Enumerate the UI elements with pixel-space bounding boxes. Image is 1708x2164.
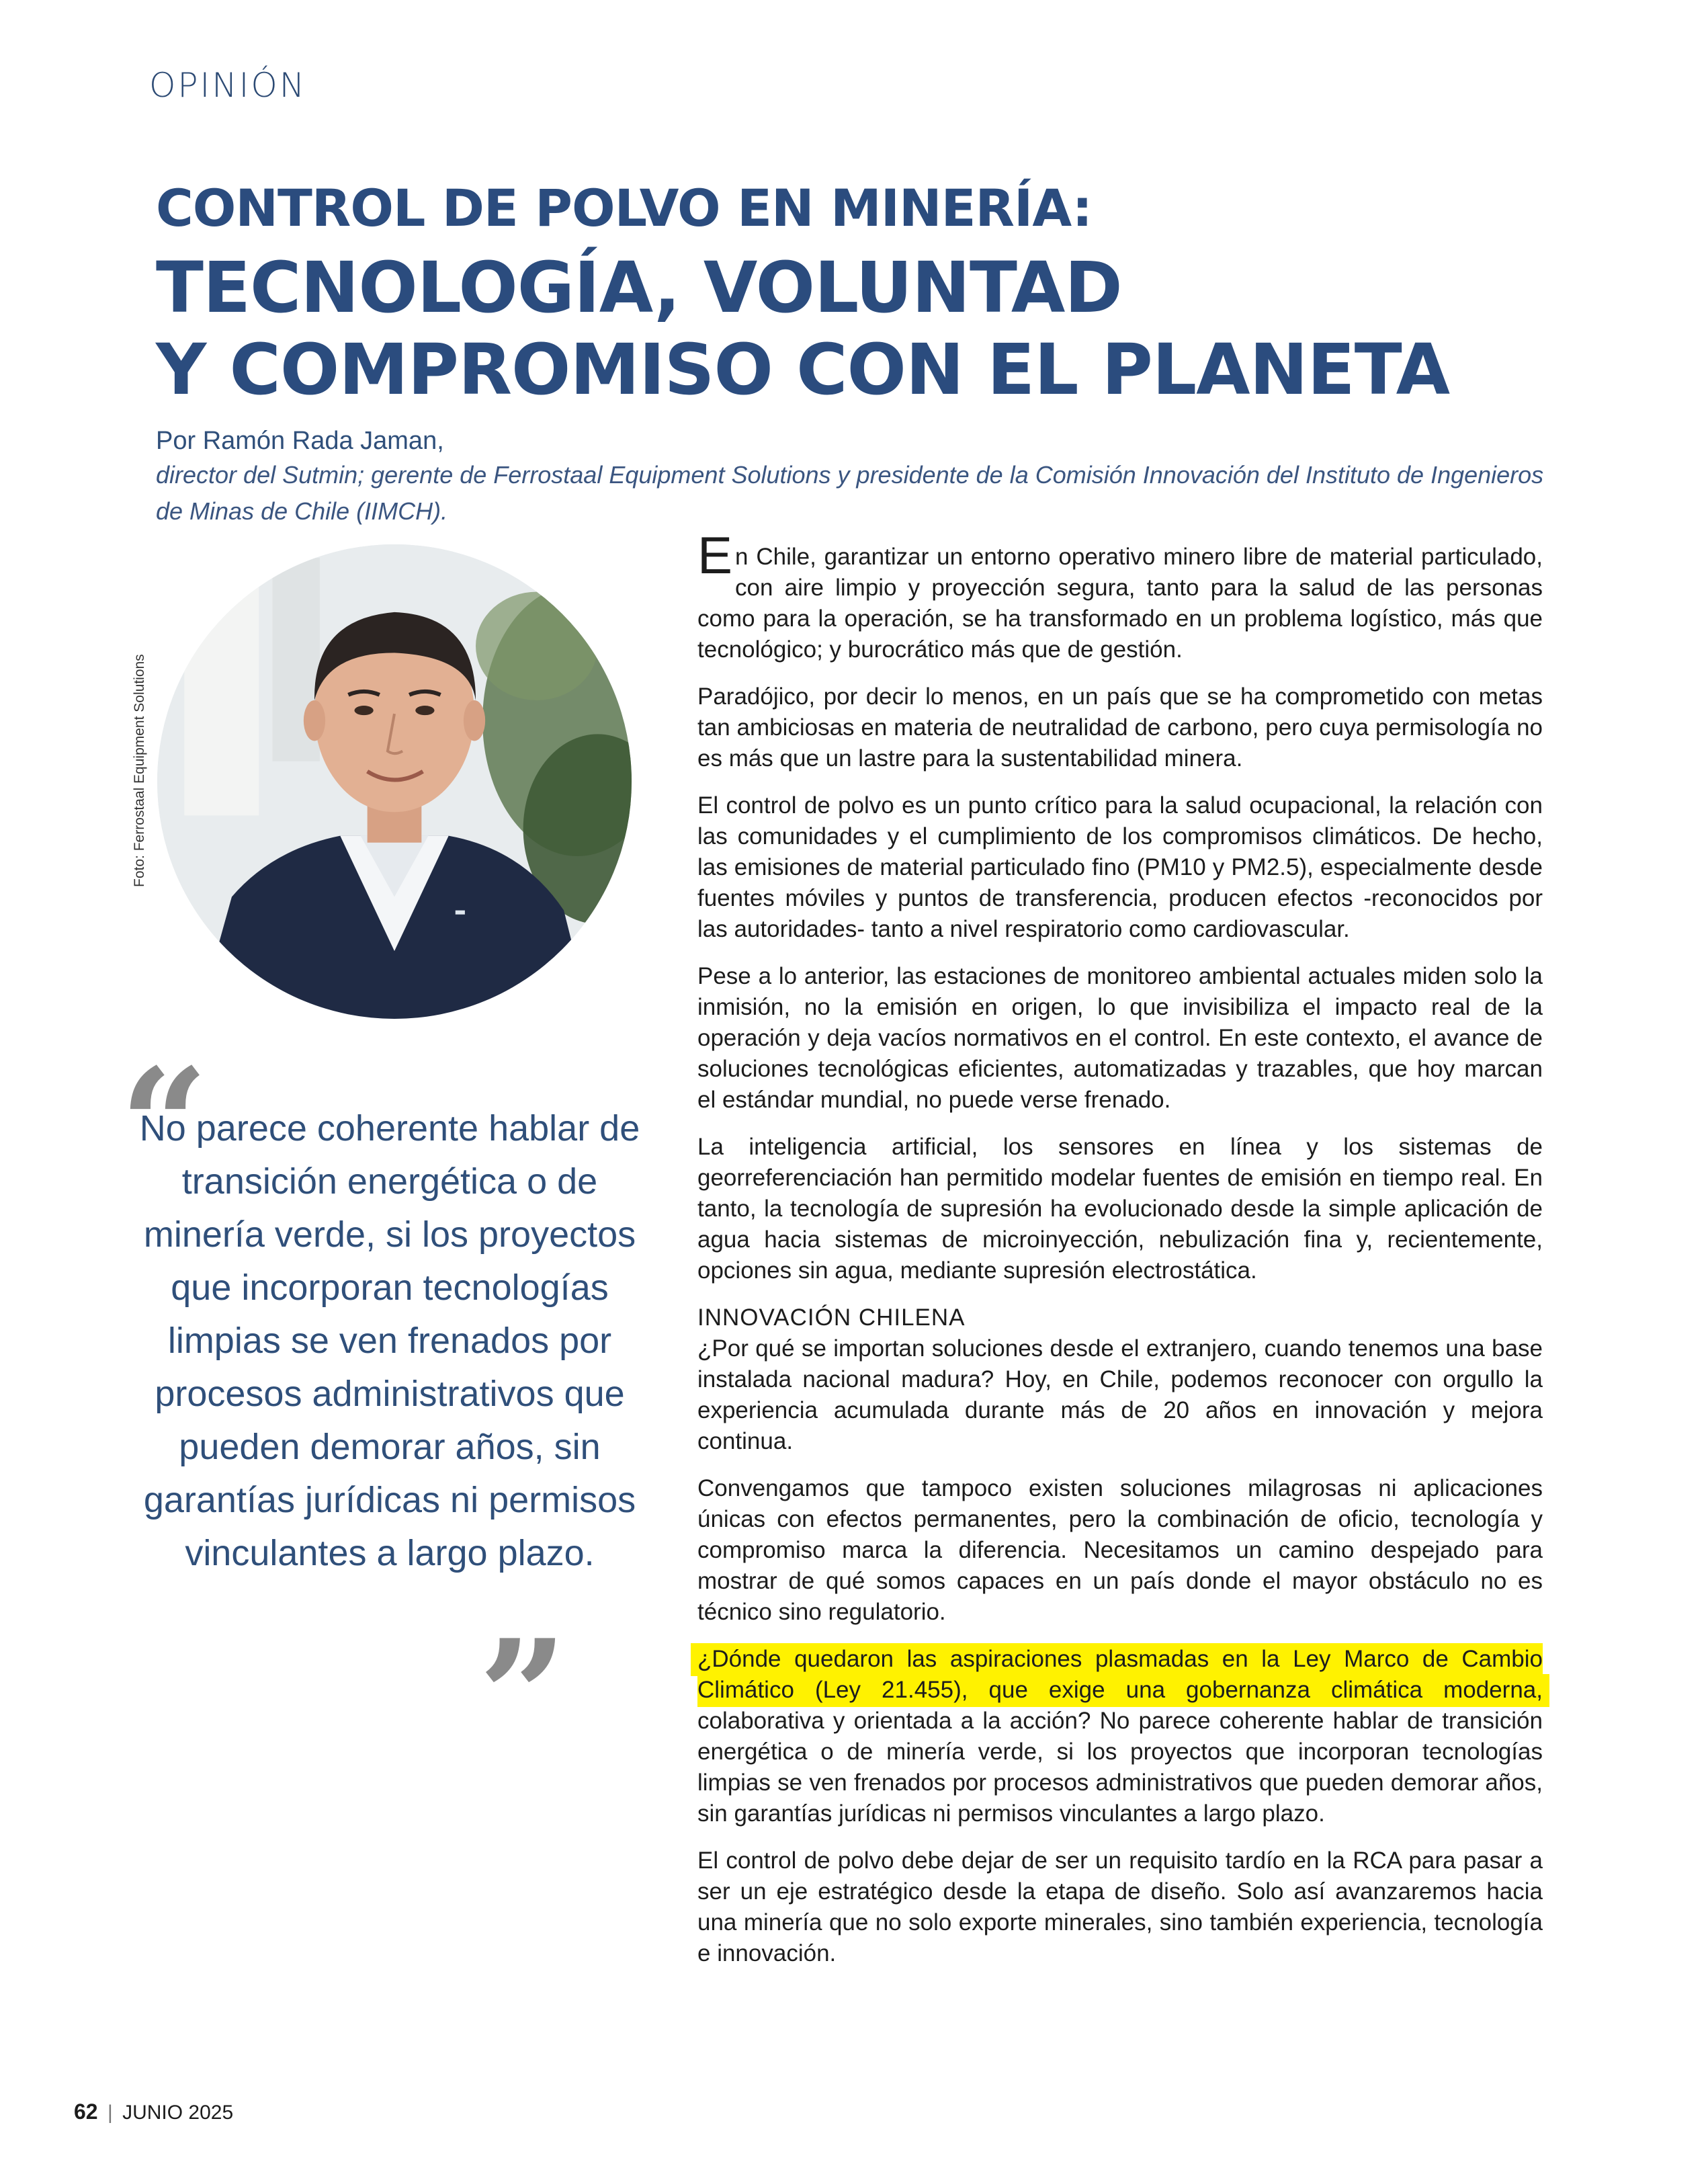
paragraph-2: Paradójico, por decir lo menos, en un país que se ha comprometido con metas tan ambiciosas en materia de neutralidad de carbono, pero cuya permisología no es más que un lastre para la sustentabilidad minera. (697, 683, 1543, 772)
paragraph-1-text: n Chile, garantizar un entorno operativo minero libre de material particulado, con aire limpio y proyección segura, tanto para la salud de las personas como para la operación, se ha transformado en un problema logístico, más que tecnológico; y burocrático más que de gestión. (697, 544, 1543, 663)
title-line-3: Y COMPROMISO CON EL PLANETA (156, 329, 1450, 411)
footer-separator: | (107, 2101, 113, 2124)
issue-date: JUNIO 2025 (122, 2101, 234, 2124)
byline (156, 425, 1553, 530)
photo-credit: Foto: Ferrostaal Equipment Solutions (132, 654, 147, 887)
paragraph-4: Pese a lo anterior, las estaciones de monitoreo ambiental actuales miden solo la inmisión, no la emisión en origen, lo que invisibiliza el impacto real de la operación y deja vacíos normativos en el control. En este contexto, el avance de soluciones tecnológicas eficientes, automatizadas y trazables, que hoy marcan el estándar mundial, no puede verse frenado. (697, 963, 1543, 1113)
author-role: director del Sutmin; gerente de Ferrostaal Equipment Solutions y presidente de la Comisión Innovación del Instituto de Ingenieros de Minas de Chile (IIMCH). (156, 461, 1544, 525)
page-number: 62 (74, 2099, 98, 2124)
article-title (156, 178, 1567, 417)
page-footer (74, 2099, 233, 2124)
portrait-illustration (157, 544, 632, 1019)
paragraph-8-rest: colaborativa y orientada a la acción? No parece coherente hablar de transición energética o de minería verde, si los proyectos que incorporan tecnologías limpias se ven frenados por procesos administrativos que pueden demorar años, sin garantías jurídicas ni permisos vinculantes a largo plazo. (697, 1708, 1543, 1827)
highlighted-text: ¿Dónde quedaron las aspiraciones plasmadas en la Ley Marco de Cambio Climático (Ley 21.455), que exige una gobernanza climática moderna, (697, 1643, 1543, 1707)
close-quote-mark: ” (478, 1606, 568, 1788)
open-quote-mark: “ (120, 1035, 209, 1216)
paragraph-9: El control de polvo debe dejar de ser un requisito tardío en la RCA para pasar a ser un eje estratégico desde la etapa de diseño. Solo así avanzaremos hacia una minería que no solo exporte minerales, sino también experiencia, tecnología e innovación. (697, 1847, 1543, 1966)
paragraph-8 (697, 1644, 1543, 1829)
section-label: OPINIÓN (149, 66, 307, 105)
pull-quote: No parece coherente hablar de transición energética o de minería verde, si los proyectos que incorporan tecnologías limpias se ven frenados por procesos administrativos que pueden demorar años, sin garantías jurídicas ni permisos vinculantes a largo plazo. (139, 1108, 640, 1573)
author-portrait (157, 544, 632, 1019)
title-line-2: TECNOLOGÍA, VOLUNTAD (156, 247, 1122, 329)
author-name: Por Ramón Rada Jaman, (156, 427, 444, 455)
paragraph-3: El control de polvo es un punto crítico para la salud ocupacional, la relación con las comunidades y el cumplimiento de los compromisos climáticos. De hecho, las emisiones de material particulado fino (PM10 y PM2.5), especialmente desde fuentes móviles y puntos de transferencia, producen efectos -reconocidos por las autoridades- tanto a nivel respiratorio como cardiovascular. (697, 792, 1543, 942)
title-line-1: CONTROL DE POLVO EN MINERÍA: (156, 178, 1092, 238)
paragraph-6: ¿Por qué se importan soluciones desde el extranjero, cuando tenemos una base instalada nacional madura? Hoy, en Chile, podemos reconocer con orgullo la experiencia acumulada durante más de 20 años en innovación y mejora continua. (697, 1335, 1543, 1454)
paragraph-7: Convengamos que tampoco existen soluciones milagrosas ni aplicaciones únicas con efectos permanentes, pero la combinación de oficio, tecnología y compromiso marca la diferencia. Necesitamos un camino despejado para mostrar de qué somos capaces en un país donde el mayor obstáculo no es técnico sino regulatorio. (697, 1475, 1543, 1625)
article-body (697, 526, 1543, 1985)
paragraph-1 (697, 526, 1543, 665)
drop-cap: E (697, 526, 733, 585)
paragraph-5: La inteligencia artificial, los sensores en línea y los sistemas de georreferenciación han permitido modelar fuentes de emisión en tiempo real. En tanto, la tecnología de supresión ha evolucionado desde la simple aplicación de agua hacia sistemas de microinyección, nebulización fina y, recientemente, opciones sin agua, mediante supresión electrostática. (697, 1134, 1543, 1284)
subheading: INNOVACIÓN CHILENA (697, 1304, 966, 1331)
